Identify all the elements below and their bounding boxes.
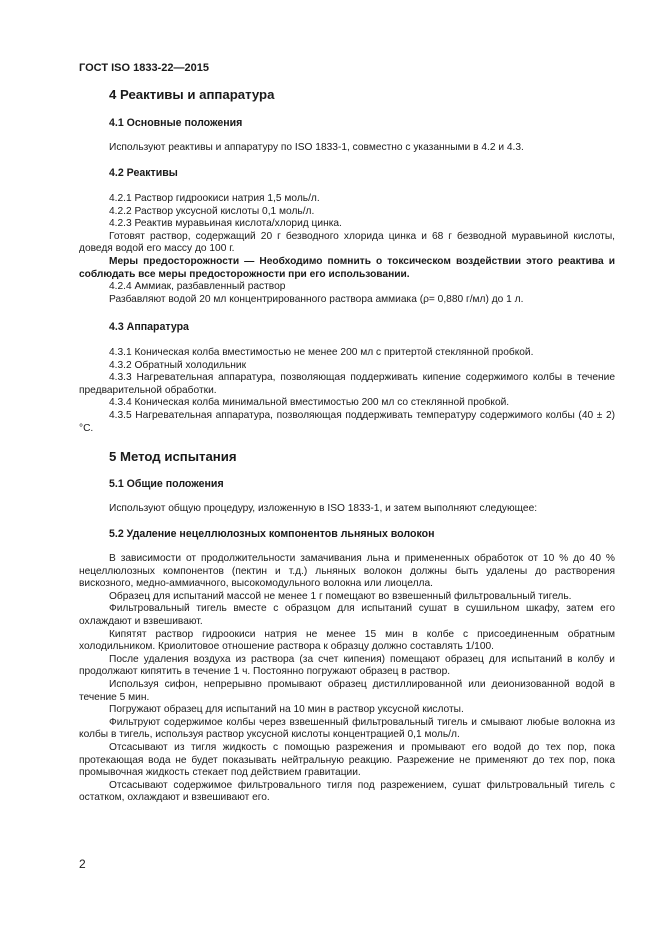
paragraph: Фильтровальный тигель вместе с образцом для испытаний сушат в сушильном шкафу, затем его охлаждают и взвешивают. (79, 603, 615, 627)
paragraph: 4.2.3 Реактив муравьиная кислота/хлорид цинка. (109, 218, 342, 230)
section-5-1-title: 5.1 Общие положения (109, 478, 224, 490)
paragraph: 4.2.1 Раствор гидроокиси натрия 1,5 моль/л. (109, 193, 320, 204)
paragraph: Отсасывают содержимое фильтровального тигля под разрежением, сушат фильтровальный тигель с остатком, охлаждают и взвешивают его. (79, 779, 615, 804)
paragraph: 4.3.5 Нагревательная аппаратура, позволяющая поддерживать температуру содержимого колбы (40 ± 2) °С. (79, 409, 615, 434)
section-5-2-body (79, 553, 615, 805)
paragraph: Фильтруют содержимое колбы через взвешенный фильтровальный тигель и смывают любые волокна из колбы в тигель, используя раствор уксусной кислоты концентрацией 0,1 моль/л. (79, 716, 615, 741)
paragraph: Отсасывают из тигля жидкость с помощью разрежения и промывают его водой до тех пор, пока протекающая вода не будет показывать нейтральную реакцию. Разрежение не применяют до тех пор, пока промывочная жидкость стекает под действием гравитации. (79, 741, 615, 779)
section-5-title: 5 Метод испытания (109, 449, 237, 464)
paragraph: Готовят раствор, содержащий 20 г безводного хлорида цинка и 68 г безводной муравьиной кислоты, доведя водой его массу до 100 г. (79, 230, 615, 255)
section-5-2-title: 5.2 Удаление нецеллюлозных компонентов льняных волокон (109, 528, 435, 540)
section-4-3-title: 4.3 Аппаратура (109, 321, 189, 333)
paragraph: Используют общую процедуру, изложенную в ISO 1833-1, и затем выполняют следующее: (109, 503, 538, 514)
paragraph: 4.2.4 Аммиак, разбавленный раствор (109, 281, 286, 293)
page-number: 2 (79, 857, 86, 871)
section-4-2-body (79, 193, 615, 306)
paragraph: 4.3.4 Коническая колба минимальной вместимостью 200 мл со стеклянной пробкой. (109, 397, 510, 409)
section-4-3-body (79, 347, 615, 435)
section-5-1-body (79, 503, 615, 516)
section-4-1-body (79, 142, 615, 155)
section-4-1-title: 4.1 Основные положения (109, 117, 243, 129)
paragraph: Погружают образец для испытаний на 10 мин в раствор уксусной кислоты. (109, 704, 464, 716)
paragraph: 4.2.2 Раствор уксусной кислоты 0,1 моль/л. (109, 205, 315, 217)
section-4-2-title: 4.2 Реактивы (109, 167, 178, 179)
paragraph: 4.3.2 Обратный холодильник (109, 359, 247, 371)
paragraph: 4.3.3 Нагревательная аппаратура, позволяющая поддерживать кипение содержимого колбы в течение предварительной обработки. (79, 372, 615, 396)
paragraph: Кипятят раствор гидроокиси натрия не менее 15 мин в колбе с присоединенным обратным холодильником. Криолитовое отношение раствора к образцу должно составлять 1/100. (79, 628, 615, 653)
paragraph: Используя сифон, непрерывно промывают образец дистиллированной или деионизованной водой в течение 5 мин. (79, 678, 615, 703)
section-4-title: 4 Реактивы и аппаратура (109, 87, 275, 102)
paragraph: 4.3.1 Коническая колба вместимостью не менее 200 мл с притертой стеклянной пробкой. (109, 347, 534, 358)
paragraph: В зависимости от продолжительности замачивания льна и примененных обработок от 10 % до 40 % нецеллюлозных компонентов (пектин и т.д.) льняных волокон должны быть удалены до растворения вискозного, медно-аммиачного, высокомодульного волокна или лиоцелла. (79, 553, 615, 590)
paragraph: После удаления воздуха из раствора (за счет кипения) помещают образец для испытаний в колбу и продолжают кипятить в течение 1 ч. Постоянно погружают образец в раствор. (79, 653, 615, 678)
paragraph: Используют реактивы и аппаратуру по ISO 1833-1, совместно с указанными в 4.2 и 4.3. (109, 142, 524, 153)
page-header: ГОСТ ISO 1833-22—2015 (79, 62, 209, 74)
paragraph: Разбавляют водой 20 мл концентрированного раствора аммиака (ρ= 0,880 г/мл) до 1 л. (109, 293, 524, 305)
safety-note: Меры предосторожности — Необходимо помнить о токсическом воздействии этого реактива и соблюдать все меры предосторожности при его использовании. (79, 255, 615, 280)
paragraph: Образец для испытаний массой не менее 1 г помещают во взвешенный фильтровальный тигель. (109, 590, 572, 602)
